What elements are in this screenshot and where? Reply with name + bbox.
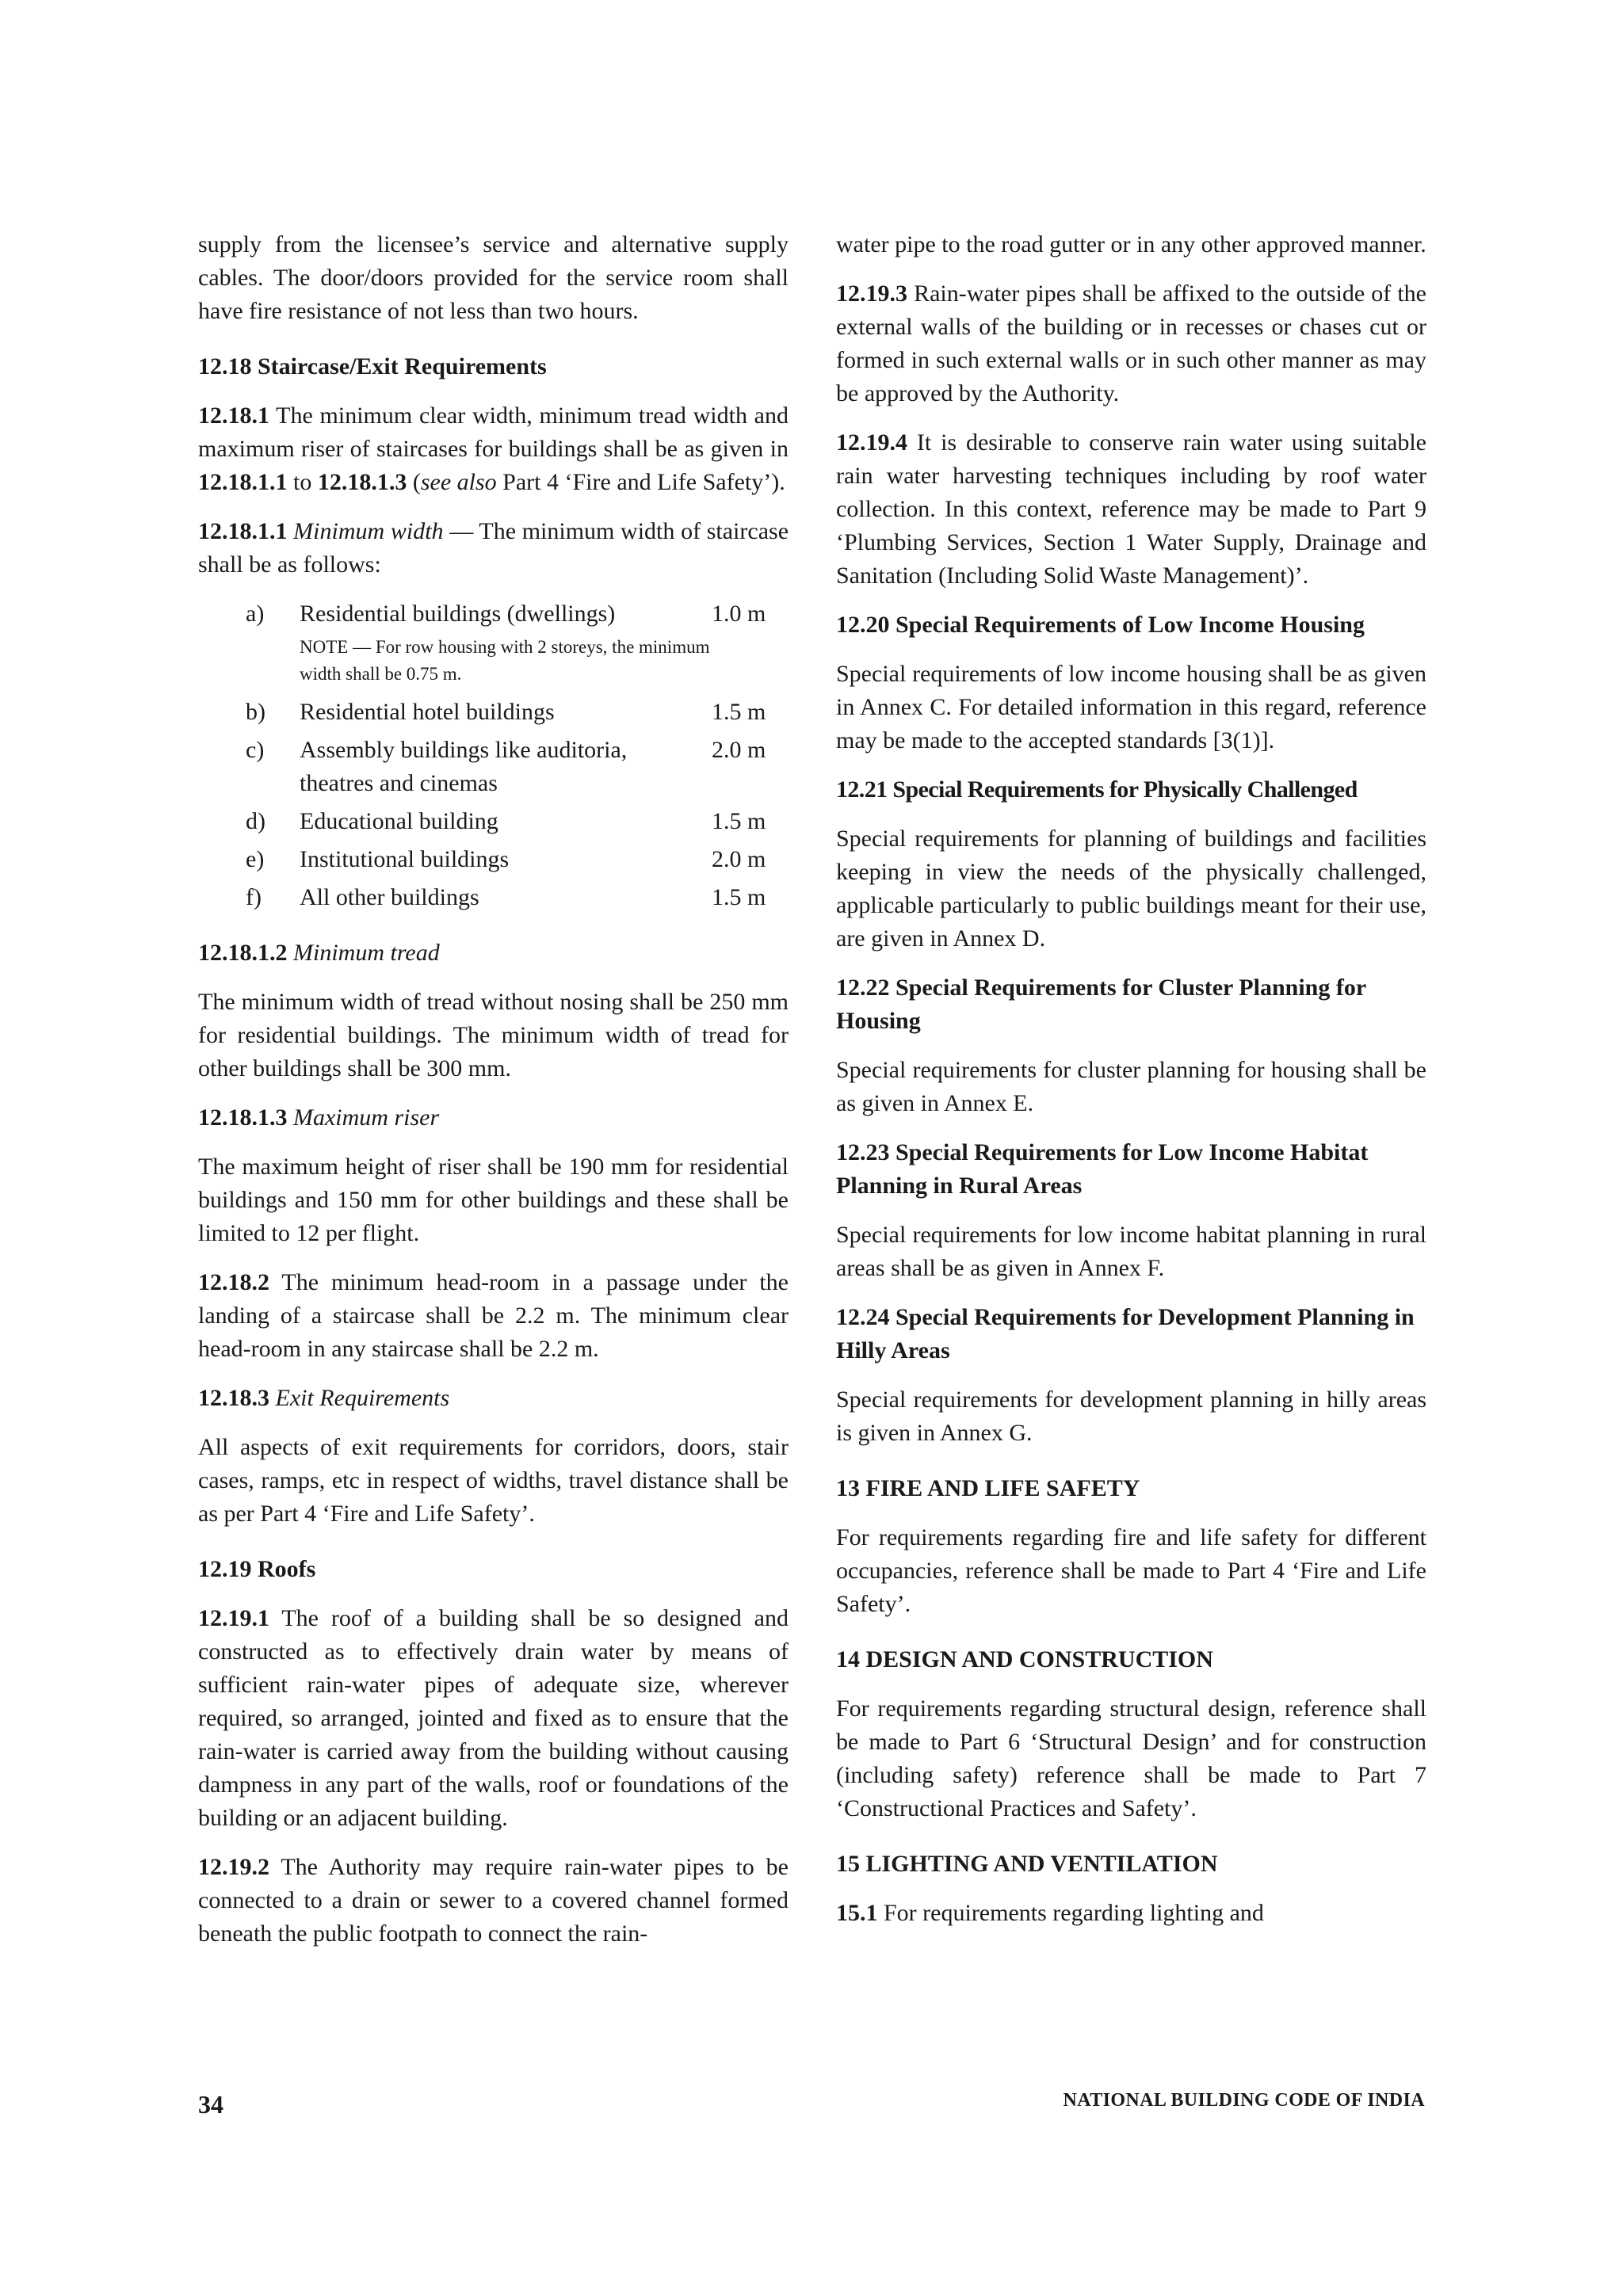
list-value: 1.0 m xyxy=(712,601,766,627)
paragraph-12-18-1 xyxy=(198,399,789,499)
clause-text: For requirements regarding lighting and xyxy=(877,1900,1264,1926)
heading-14: 14 DESIGN AND CONSTRUCTION xyxy=(836,1646,1213,1672)
heading-12-18-1-3 xyxy=(198,1101,789,1135)
clause-text: — The minimum width of staircase shall be as follows: xyxy=(198,518,789,578)
list-value: 1.5 m xyxy=(712,884,766,910)
list-label: b) xyxy=(246,699,265,725)
list-item xyxy=(198,734,789,800)
clause-text: The minimum head-room in a passage under the landing of a staircase shall be 2.2 m. The minimum clear head-room in any staircase shall be 2.2 m. xyxy=(198,1269,789,1362)
clause-number: 12.18.3 xyxy=(198,1385,269,1411)
list-item xyxy=(198,805,789,838)
list-value: 2.0 m xyxy=(712,846,766,872)
clause-text: The Authority may require rain-water pipes to be connected to a drain or sewer to a covered channel formed beneath the public footpath to connect the rain- xyxy=(198,1854,789,1947)
right-column xyxy=(836,228,1426,1946)
paragraph-12-19-4 xyxy=(836,426,1426,593)
clause-text: The minimum clear width, minimum tread width and maximum riser of staircases for buildings shall be as given in xyxy=(198,402,789,462)
clause-reference: 12.18.1.1 xyxy=(198,469,288,495)
clause-title: Maximum riser xyxy=(287,1104,440,1131)
clause-number: 12.18.1 xyxy=(198,402,269,429)
heading-12-19: 12.19 Roofs xyxy=(198,1556,316,1582)
paragraph-12-21: Special requirements for planning of buildings and facilities keeping in view the needs of the physically challenged, applicable particularly to public buildings meant for their use, are given in Annex D. xyxy=(836,826,1426,952)
paragraph-12-19-3 xyxy=(836,277,1426,410)
list-text: Educational building xyxy=(300,808,498,834)
list-value: 1.5 m xyxy=(712,808,766,834)
see-also-text: see also xyxy=(420,469,497,495)
heading-13: 13 FIRE AND LIFE SAFETY xyxy=(836,1475,1140,1501)
clause-text: ( xyxy=(407,469,421,495)
list-item xyxy=(198,843,789,876)
heading-12-18-3 xyxy=(198,1382,789,1415)
clause-number: 12.19.4 xyxy=(836,429,907,456)
paragraph-14: For requirements regarding structural design, reference shall be made to Part 6 ‘Structural Design’ and for construction (including safety) reference shall be made to Part 7 ‘Constructional Practices and Safety’. xyxy=(836,1695,1426,1821)
paragraph-12-24: Special requirements for development planning in hilly areas is given in Annex G. xyxy=(836,1386,1426,1446)
clause-text: Part 4 ‘Fire and Life Safety’). xyxy=(496,469,785,495)
note-row-housing: NOTE — For row housing with 2 storeys, the minimum width shall be 0.75 m. xyxy=(300,637,710,684)
list-value: 2.0 m xyxy=(712,737,766,763)
paragraph-12-20: Special requirements of low income housing shall be as given in Annex C. For detailed information in this regard, reference may be made to the accepted standards [3(1)]. xyxy=(836,661,1426,753)
clause-number: 12.18.1.1 xyxy=(198,518,288,544)
clause-number: 12.19.2 xyxy=(198,1854,269,1880)
clause-title: Minimum width xyxy=(287,518,444,544)
clause-title: Minimum tread xyxy=(287,940,440,966)
heading-12-18: 12.18 Staircase/Exit Requirements xyxy=(198,353,547,379)
paragraph-service-room: supply from the licensee’s service and alternative supply cables. The door/doors provided for the service room shall have fire resistance of not less than two hours. xyxy=(198,231,789,324)
clause-reference: 12.18.1.3 xyxy=(317,469,407,495)
paragraph-exit: All aspects of exit requirements for corridors, doors, stair cases, ramps, etc in respect of widths, travel distance shall be as per Part 4 ‘Fire and Life Safety’. xyxy=(198,1434,789,1527)
heading-12-22: 12.22 Special Requirements for Cluster Planning for Housing xyxy=(836,974,1366,1034)
paragraph-12-19-2 xyxy=(198,1851,789,1951)
clause-number: 12.18.1.2 xyxy=(198,940,288,966)
list-item xyxy=(198,696,789,729)
heading-12-18-1-2 xyxy=(198,936,789,970)
clause-text: to xyxy=(287,469,318,495)
list-label: e) xyxy=(246,846,265,872)
paragraph-12-18-1-1 xyxy=(198,515,789,582)
running-footer-title: NATIONAL BUILDING CODE OF INDIA xyxy=(1063,2090,1425,2111)
paragraph-12-18-2 xyxy=(198,1266,789,1366)
list-label: d) xyxy=(246,808,265,834)
list-text: Residential hotel buildings xyxy=(300,699,555,725)
list-value: 1.5 m xyxy=(712,699,766,725)
list-label: a) xyxy=(246,601,265,627)
heading-12-20: 12.20 Special Requirements of Low Income Housing xyxy=(836,612,1365,638)
clause-number: 12.19.1 xyxy=(198,1605,269,1631)
paragraph-tread: The minimum width of tread without nosing shall be 250 mm for residential buildings. The minimum width of tread for other buildings shall be 300 mm. xyxy=(198,989,789,1081)
clause-number: 12.18.2 xyxy=(198,1269,269,1295)
clause-number: 12.19.3 xyxy=(836,280,907,307)
paragraph-15-1 xyxy=(836,1897,1426,1930)
clause-text: Rain-water pipes shall be affixed to the outside of the external walls of the building or in recesses or chases cut or formed in such external walls or in such other manner as may be approved by the Authority. xyxy=(836,280,1426,406)
clause-title: Exit Requirements xyxy=(269,1385,450,1411)
list-item xyxy=(198,881,789,914)
list-text: All other buildings xyxy=(300,884,479,910)
paragraph-12-19-1 xyxy=(198,1602,789,1835)
left-column xyxy=(198,228,789,1966)
heading-12-21: 12.21 Special Requirements for Physically Challenged xyxy=(836,776,1358,803)
paragraph-13: For requirements regarding fire and life safety for different occupancies, reference shall be made to Part 4 ‘Fire and Life Safety’. xyxy=(836,1524,1426,1617)
list-item xyxy=(198,597,789,631)
paragraph-12-22: Special requirements for cluster planning for housing shall be as given in Annex E. xyxy=(836,1057,1426,1116)
list-label: f) xyxy=(246,884,262,910)
clause-text: The roof of a building shall be so designed and constructed as to effectively drain water by means of sufficient rain-water pipes of adequate size, wherever required, so arranged, jointed and fixed as to ensure that the rain-water is carried away from the building without causing dampness in any part of the walls, roof or foundations of the building or an adjacent building. xyxy=(198,1605,789,1831)
paragraph-12-23: Special requirements for low income habitat planning in rural areas shall be as given in Annex F. xyxy=(836,1222,1426,1281)
clause-text: It is desirable to conserve rain water using suitable rain water harvesting techniques including by roof water collection. In this context, reference may be made to Part 9 ‘Plumbing Services, Section 1 Water Supply, Drainage and Sanitation (Including Solid Waste Management)’. xyxy=(836,429,1426,589)
heading-15: 15 LIGHTING AND VENTILATION xyxy=(836,1851,1218,1877)
list-label: c) xyxy=(246,737,265,763)
clause-number: 15.1 xyxy=(836,1900,878,1926)
paragraph-water-pipe: water pipe to the road gutter or in any other approved manner. xyxy=(836,231,1426,257)
heading-12-23: 12.23 Special Requirements for Low Income Habitat Planning in Rural Areas xyxy=(836,1139,1369,1199)
staircase-width-list xyxy=(198,597,789,914)
list-text: Institutional buildings xyxy=(300,846,510,872)
heading-12-24: 12.24 Special Requirements for Development Planning in Hilly Areas xyxy=(836,1304,1415,1363)
page-number: 34 xyxy=(198,2090,223,2119)
list-text: Residential buildings (dwellings) xyxy=(300,601,616,627)
paragraph-riser: The maximum height of riser shall be 190 mm for residential buildings and 150 mm for other buildings and these shall be limited to 12 per flight. xyxy=(198,1154,789,1246)
clause-number: 12.18.1.3 xyxy=(198,1104,288,1131)
list-text: Assembly buildings like auditoria, theatres and cinemas xyxy=(300,737,628,796)
